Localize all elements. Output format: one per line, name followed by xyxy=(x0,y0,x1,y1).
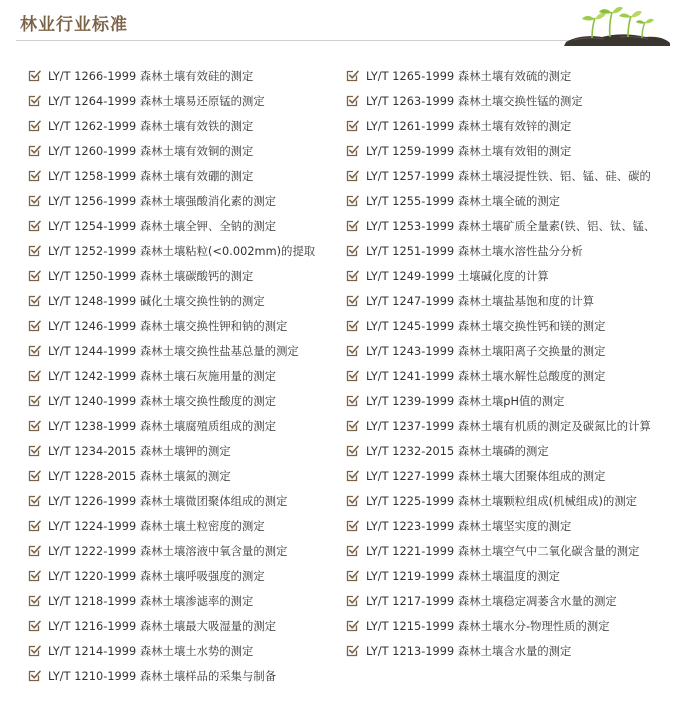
standard-link-right-16[interactable] xyxy=(346,438,678,463)
standard-link-right-22[interactable] xyxy=(346,588,678,613)
standard-link-right-9[interactable] xyxy=(346,263,678,288)
checkbox-check-icon xyxy=(346,219,359,232)
checkbox-check-icon xyxy=(28,369,41,382)
checkbox-check-icon xyxy=(28,594,41,607)
standard-label: LY/T 1218-1999 森林土壤渗滤率的测定 xyxy=(48,594,254,608)
checkbox-check-icon xyxy=(346,444,359,457)
standard-label: LY/T 1222-1999 森林土壤溶液中氧含量的测定 xyxy=(48,544,288,558)
checkbox-check-icon xyxy=(346,519,359,532)
standard-link-right-14[interactable] xyxy=(346,388,678,413)
standard-label: LY/T 1214-1999 森林土壤土水势的测定 xyxy=(48,644,254,658)
checkbox-check-icon xyxy=(28,269,41,282)
standard-link-left-13[interactable] xyxy=(28,363,346,388)
checkbox-check-icon xyxy=(28,294,41,307)
checkbox-check-icon xyxy=(28,169,41,182)
checkbox-check-icon xyxy=(346,194,359,207)
standard-link-right-23[interactable] xyxy=(346,613,678,638)
standard-label: LY/T 1239-1999 森林土壤pH值的测定 xyxy=(366,394,565,408)
checkbox-check-icon xyxy=(346,119,359,132)
standard-link-left-11[interactable] xyxy=(28,313,346,338)
standard-label: LY/T 1261-1999 森林土壤有效锌的测定 xyxy=(366,119,572,133)
standard-label: LY/T 1266-1999 森林土壤有效硅的测定 xyxy=(48,69,254,83)
checkbox-check-icon xyxy=(28,244,41,257)
checkbox-check-icon xyxy=(28,469,41,482)
standard-link-right-6[interactable] xyxy=(346,188,678,213)
standard-label: LY/T 1241-1999 森林土壤水解性总酸度的测定 xyxy=(366,369,606,383)
standard-label: LY/T 1234-2015 森林土壤钾的测定 xyxy=(48,444,231,458)
checkbox-check-icon xyxy=(28,94,41,107)
standard-label: LY/T 1219-1999 森林土壤温度的测定 xyxy=(366,569,561,583)
checkbox-check-icon xyxy=(346,619,359,632)
checkbox-check-icon xyxy=(346,419,359,432)
standard-link-right-19[interactable] xyxy=(346,513,678,538)
checkbox-check-icon xyxy=(28,219,41,232)
checkbox-check-icon xyxy=(346,144,359,157)
standard-label: LY/T 1210-1999 森林土壤样品的采集与制备 xyxy=(48,669,277,683)
checkbox-check-icon xyxy=(346,644,359,657)
checkbox-check-icon xyxy=(28,494,41,507)
standard-link-right-4[interactable] xyxy=(346,138,678,163)
standard-link-left-21[interactable] xyxy=(28,563,346,588)
standard-link-right-18[interactable] xyxy=(346,488,678,513)
checkbox-check-icon xyxy=(346,369,359,382)
standard-link-right-17[interactable] xyxy=(346,463,678,488)
standard-label: LY/T 1248-1999 碱化土壤交换性钠的测定 xyxy=(48,294,265,308)
standard-link-left-18[interactable] xyxy=(28,488,346,513)
checkbox-check-icon xyxy=(28,419,41,432)
checkbox-check-icon xyxy=(28,319,41,332)
checkbox-check-icon xyxy=(28,444,41,457)
standard-label: LY/T 1221-1999 森林土壤空气中二氧化碳含量的测定 xyxy=(366,544,640,558)
standard-label: LY/T 1232-2015 森林土壤磷的测定 xyxy=(366,444,549,458)
standard-label: LY/T 1250-1999 森林土壤碳酸钙的测定 xyxy=(48,269,254,283)
standard-link-left-8[interactable] xyxy=(28,238,346,263)
standard-link-left-20[interactable] xyxy=(28,538,346,563)
standard-label: LY/T 1257-1999 森林土壤浸提性铁、铝、锰、硅、碳的 xyxy=(366,169,651,183)
standard-label: LY/T 1228-2015 森林土壤氮的测定 xyxy=(48,469,231,483)
checkbox-check-icon xyxy=(28,644,41,657)
page-title: 林业行业标准 xyxy=(20,15,128,35)
standard-label: LY/T 1260-1999 森林土壤有效铜的测定 xyxy=(48,144,254,158)
standard-label: LY/T 1262-1999 森林土壤有效铁的测定 xyxy=(48,119,254,133)
checkbox-check-icon xyxy=(346,494,359,507)
standard-link-left-6[interactable] xyxy=(28,188,346,213)
standard-label: LY/T 1217-1999 森林土壤稳定凋萎含水量的测定 xyxy=(366,594,617,608)
standard-link-right-12[interactable] xyxy=(346,338,678,363)
checkbox-check-icon xyxy=(28,194,41,207)
standard-label: LY/T 1213-1999 森林土壤含水量的测定 xyxy=(366,644,572,658)
standard-label: LY/T 1244-1999 森林土壤交换性盐基总量的测定 xyxy=(48,344,299,358)
checkbox-check-icon xyxy=(346,569,359,582)
standard-label: LY/T 1265-1999 森林土壤有效硫的测定 xyxy=(366,69,572,83)
checkbox-check-icon xyxy=(346,69,359,82)
standard-link-left-19[interactable] xyxy=(28,513,346,538)
standard-label: LY/T 1245-1999 森林土壤交换性钙和镁的测定 xyxy=(366,319,606,333)
standard-label: LY/T 1252-1999 森林土壤粘粒(<0.002mm)的提取 xyxy=(48,244,316,258)
checkbox-check-icon xyxy=(28,394,41,407)
standard-label: LY/T 1251-1999 森林土壤水溶性盐分分析 xyxy=(366,244,583,258)
standard-label: LY/T 1237-1999 森林土壤有机质的测定及碳氮比的计算 xyxy=(366,419,651,433)
standard-label: LY/T 1249-1999 土壤碱化度的计算 xyxy=(366,269,549,283)
standard-label: LY/T 1224-1999 森林土壤土粒密度的测定 xyxy=(48,519,265,533)
section-header xyxy=(0,0,685,46)
standard-link-left-25[interactable] xyxy=(28,663,346,688)
standard-label: LY/T 1246-1999 森林土壤交换性钾和钠的测定 xyxy=(48,319,288,333)
standards-list-right xyxy=(346,63,678,663)
standard-link-right-7[interactable] xyxy=(346,213,678,238)
sprout-icon xyxy=(562,2,672,46)
standard-label: LY/T 1253-1999 森林土壤矿质全量素(铁、铝、钛、锰、 xyxy=(366,219,656,233)
standard-link-left-4[interactable] xyxy=(28,138,346,163)
standard-link-left-24[interactable] xyxy=(28,638,346,663)
standard-link-left-3[interactable] xyxy=(28,113,346,138)
standard-label: LY/T 1227-1999 森林土壤大团聚体组成的测定 xyxy=(366,469,606,483)
standard-link-left-22[interactable] xyxy=(28,588,346,613)
header-divider xyxy=(16,40,606,41)
standard-link-left-2[interactable] xyxy=(28,88,346,113)
checkbox-check-icon xyxy=(28,544,41,557)
checkbox-check-icon xyxy=(28,669,41,682)
standard-label: LY/T 1256-1999 森林土壤强酸消化素的测定 xyxy=(48,194,277,208)
standard-link-left-16[interactable] xyxy=(28,438,346,463)
standard-link-left-1[interactable] xyxy=(28,63,346,88)
standard-label: LY/T 1243-1999 森林土壤阳离子交换量的测定 xyxy=(366,344,606,358)
checkbox-check-icon xyxy=(346,344,359,357)
standard-link-right-10[interactable] xyxy=(346,288,678,313)
checkbox-check-icon xyxy=(346,269,359,282)
standard-label: LY/T 1247-1999 森林土壤盐基饱和度的计算 xyxy=(366,294,595,308)
standard-label: LY/T 1254-1999 森林土壤全钾、全钠的测定 xyxy=(48,219,277,233)
standard-label: LY/T 1226-1999 森林土壤微团聚体组成的测定 xyxy=(48,494,288,508)
checkbox-check-icon xyxy=(28,344,41,357)
standard-link-right-24[interactable] xyxy=(346,638,678,663)
standard-label: LY/T 1240-1999 森林土壤交换性酸度的测定 xyxy=(48,394,277,408)
checkbox-check-icon xyxy=(346,319,359,332)
standard-label: LY/T 1216-1999 森林土壤最大吸湿量的测定 xyxy=(48,619,277,633)
standards-list-left xyxy=(28,63,346,688)
standard-label: LY/T 1264-1999 森林土壤易还原锰的测定 xyxy=(48,94,265,108)
standard-link-left-5[interactable] xyxy=(28,163,346,188)
standard-link-left-9[interactable] xyxy=(28,263,346,288)
checkbox-check-icon xyxy=(28,569,41,582)
standard-label: LY/T 1220-1999 森林土壤呼吸强度的测定 xyxy=(48,569,265,583)
standard-link-right-11[interactable] xyxy=(346,313,678,338)
standard-label: LY/T 1258-1999 森林土壤有效硼的测定 xyxy=(48,169,254,183)
standard-label: LY/T 1263-1999 森林土壤交换性锰的测定 xyxy=(366,94,583,108)
standard-link-left-10[interactable] xyxy=(28,288,346,313)
standard-link-right-3[interactable] xyxy=(346,113,678,138)
checkbox-check-icon xyxy=(346,244,359,257)
checkbox-check-icon xyxy=(346,94,359,107)
standard-link-left-17[interactable] xyxy=(28,463,346,488)
standard-link-right-5[interactable] xyxy=(346,163,678,188)
standard-label: LY/T 1255-1999 森林土壤全硫的测定 xyxy=(366,194,561,208)
checkbox-check-icon xyxy=(28,519,41,532)
standard-link-right-21[interactable] xyxy=(346,563,678,588)
checkbox-check-icon xyxy=(346,169,359,182)
checkbox-check-icon xyxy=(346,594,359,607)
checkbox-check-icon xyxy=(28,144,41,157)
standard-label: LY/T 1215-1999 森林土壤水分-物理性质的测定 xyxy=(366,619,610,633)
checkbox-check-icon xyxy=(28,69,41,82)
standard-link-left-12[interactable] xyxy=(28,338,346,363)
checkbox-check-icon xyxy=(346,544,359,557)
checkbox-check-icon xyxy=(346,469,359,482)
standard-link-right-20[interactable] xyxy=(346,538,678,563)
standard-link-right-15[interactable] xyxy=(346,413,678,438)
standard-label: LY/T 1238-1999 森林土壤腐殖质组成的测定 xyxy=(48,419,277,433)
checkbox-check-icon xyxy=(346,394,359,407)
checkbox-check-icon xyxy=(28,619,41,632)
standard-link-right-2[interactable] xyxy=(346,88,678,113)
standard-label: LY/T 1225-1999 森林土壤颗粒组成(机械组成)的测定 xyxy=(366,494,638,508)
standard-label: LY/T 1242-1999 森林土壤石灰施用量的测定 xyxy=(48,369,277,383)
checkbox-check-icon xyxy=(28,119,41,132)
standard-link-left-15[interactable] xyxy=(28,413,346,438)
standard-label: LY/T 1223-1999 森林土壤坚实度的测定 xyxy=(366,519,572,533)
standard-link-left-7[interactable] xyxy=(28,213,346,238)
standard-label: LY/T 1259-1999 森林土壤有效钼的测定 xyxy=(366,144,572,158)
standard-link-right-13[interactable] xyxy=(346,363,678,388)
standard-link-right-8[interactable] xyxy=(346,238,678,263)
standard-link-left-14[interactable] xyxy=(28,388,346,413)
standard-link-right-1[interactable] xyxy=(346,63,678,88)
standard-link-left-23[interactable] xyxy=(28,613,346,638)
checkbox-check-icon xyxy=(346,294,359,307)
